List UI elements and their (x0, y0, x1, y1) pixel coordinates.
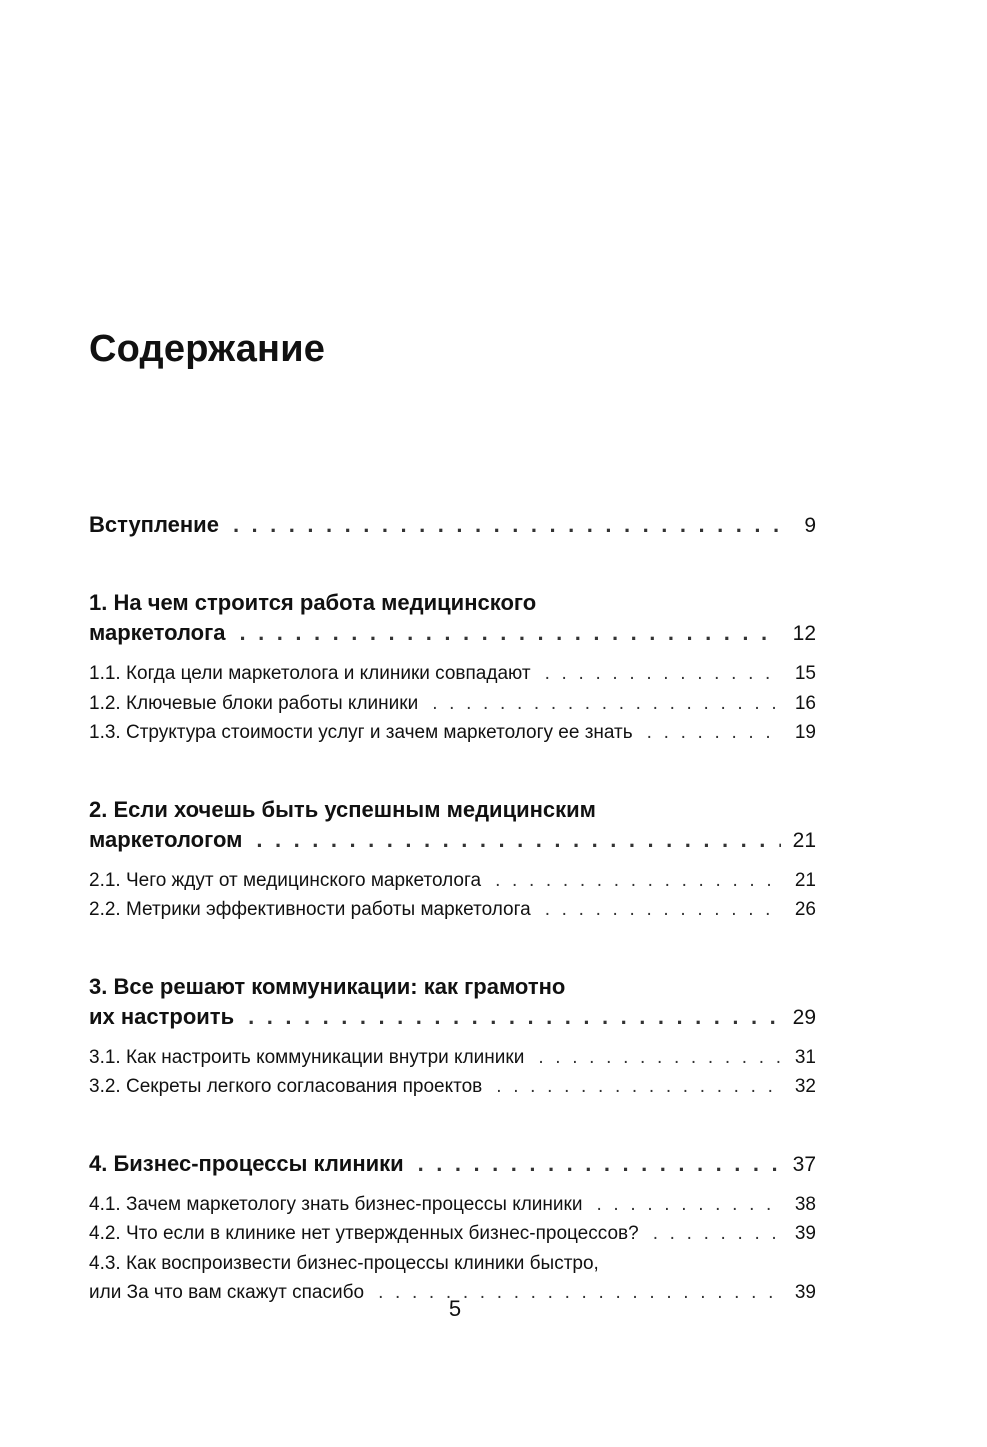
toc-subentry-label: 4.2. Что если в клинике нет утвержденных бизнес-процессов? (89, 1223, 639, 1244)
toc-page-number: 29 (792, 1005, 816, 1029)
page-title: Содержание (89, 328, 326, 370)
dot-leader (432, 689, 783, 719)
toc-subentry[interactable] (89, 1190, 816, 1220)
toc-subentry-label: 4.1. Зачем маркетологу знать бизнес-процессы клиники (89, 1193, 583, 1215)
dot-leader (248, 1002, 781, 1032)
toc-page-number: 26 (794, 899, 816, 920)
toc-chapter-3 (89, 972, 816, 1102)
toc-subentry-label: 3.2. Секреты легкого согласования проектов (89, 1076, 483, 1097)
toc-chapter-title-line2: их настроить (89, 1003, 235, 1029)
toc-page-number: 39 (794, 1223, 816, 1244)
toc-chapter-title-line2: маркетолога (89, 620, 226, 645)
toc-chapter-title-line1: 1. На чем строится работа медицинского (89, 590, 537, 615)
toc-chapter-heading[interactable] (89, 588, 816, 649)
dot-leader (538, 1043, 783, 1073)
toc-page-number: 9 (804, 514, 816, 537)
toc-chapter-heading[interactable] (89, 795, 816, 856)
dot-leader (496, 1072, 783, 1102)
toc-page-number: 37 (792, 1152, 816, 1176)
toc-chapter-4 (89, 1149, 816, 1308)
toc-entry-label: Вступление (89, 512, 219, 537)
dot-leader (240, 618, 781, 648)
dot-leader (653, 1219, 783, 1249)
toc-subentry-label-line1: 4.3. Как воспроизвести бизнес-процессы клиники быстро, (89, 1252, 599, 1274)
toc-chapter-title: 4. Бизнес-процессы клиники (89, 1150, 404, 1176)
toc-subentry[interactable] (89, 1072, 816, 1102)
toc-subentry[interactable] (89, 1043, 816, 1073)
toc-subentry[interactable] (89, 866, 816, 896)
toc-chapter-2 (89, 795, 816, 925)
toc-subentry-label: 1.1. Когда цели маркетолога и клиники совпадают (89, 663, 531, 684)
dot-leader (647, 718, 783, 748)
table-of-contents (89, 510, 816, 1308)
toc-page-number: 19 (794, 722, 816, 743)
toc-page-number: 21 (794, 869, 816, 891)
toc-subentry-label: 3.1. Как настроить коммуникации внутри клиники (89, 1046, 525, 1068)
toc-chapter-title-line1: 3. Все решают коммуникации: как грамотно (89, 973, 566, 999)
toc-chapter-heading[interactable] (89, 972, 816, 1033)
toc-page-number: 12 (792, 622, 816, 645)
toc-subentry[interactable] (89, 1219, 816, 1249)
page-number: 5 (448, 1296, 462, 1321)
toc-entry-intro[interactable] (89, 510, 816, 541)
toc-subentry-label: 2.2. Метрики эффективности работы маркетолога (89, 899, 531, 920)
toc-page-number: 15 (794, 663, 816, 684)
toc-subentry[interactable] (89, 895, 816, 925)
toc-chapter-heading[interactable] (89, 1149, 816, 1180)
dot-leader (545, 895, 783, 925)
toc-subentry-label-line2: или За что вам скажут спасибо (89, 1282, 365, 1303)
toc-subentry-label: 1.3. Структура стоимости услуг и зачем маркетологу ее знать (89, 722, 633, 743)
toc-page-number: 21 (792, 828, 816, 852)
toc-subentry-label: 1.2. Ключевые блоки работы клиники (89, 692, 419, 714)
toc-chapter-1 (89, 588, 816, 748)
toc-subentry[interactable] (89, 689, 816, 719)
toc-subentry-label: 2.1. Чего ждут от медицинского маркетолога (89, 869, 482, 891)
toc-page-number: 32 (794, 1076, 816, 1097)
dot-leader (233, 510, 792, 540)
dot-leader (495, 866, 783, 896)
dot-leader (418, 1149, 781, 1179)
toc-subentry[interactable] (89, 718, 816, 748)
toc-subentry[interactable] (89, 659, 816, 689)
toc-page-number: 38 (794, 1193, 816, 1215)
toc-chapter-title-line1: 2. Если хочешь быть успешным медицинским (89, 796, 596, 822)
dot-leader (545, 659, 783, 689)
toc-page-number: 16 (794, 692, 816, 714)
toc-page-number: 31 (794, 1046, 816, 1068)
dot-leader (596, 1190, 782, 1220)
toc-page-number: 39 (794, 1282, 816, 1303)
toc-chapter-title-line2: маркетологом (89, 826, 243, 852)
dot-leader (256, 825, 780, 855)
